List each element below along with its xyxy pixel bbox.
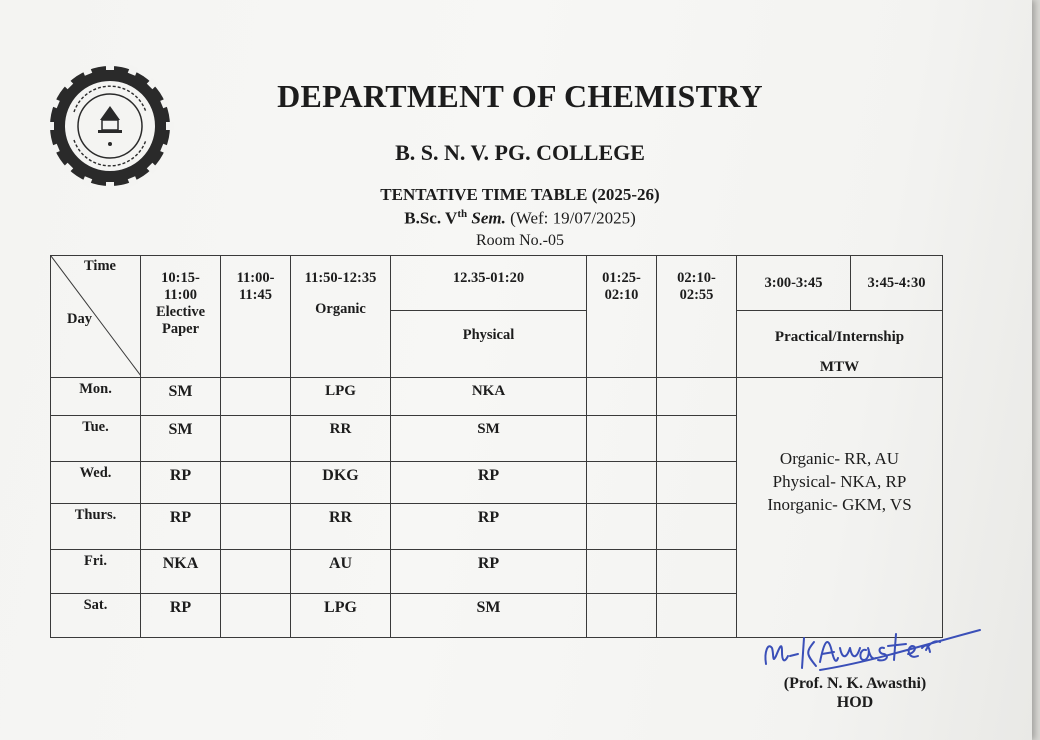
sem-label: Sem.: [471, 208, 506, 228]
practical-days: MTW: [819, 359, 860, 375]
slot-cell: [587, 378, 657, 416]
day-cell: Fri.: [51, 550, 141, 594]
slot-cell: [587, 462, 657, 504]
practical-groups: [737, 378, 943, 638]
corner-time-label: Time: [84, 258, 116, 274]
col-header-1100: 11:00- 11:45: [221, 256, 291, 378]
col-header-1015: 10:15- 11:00 Elective Paper: [141, 256, 221, 378]
slot-cell: [221, 550, 291, 594]
table-row: [51, 378, 943, 416]
college-name: B. S. N. V. PG. COLLEGE: [395, 140, 645, 165]
hod-name: (Prof. N. K. Awasthi): [783, 675, 927, 692]
corner-header: [51, 256, 141, 378]
day-cell: Mon.: [51, 378, 141, 416]
day-cell: Thurs.: [51, 504, 141, 550]
col-1150-subject: Organic: [315, 301, 366, 317]
class-sup: th: [457, 208, 468, 220]
slot-cell: LPG: [291, 378, 391, 416]
col-header-0345: 3:45-4:30: [851, 256, 943, 311]
col-header-1150: [291, 256, 391, 378]
slot-cell: RR: [291, 416, 391, 462]
slot-cell: DKG: [291, 462, 391, 504]
slot-cell: RP: [141, 504, 221, 550]
class-label: B.Sc. V: [404, 208, 458, 228]
slot-cell: [221, 504, 291, 550]
department-title: DEPARTMENT OF CHEMISTRY: [277, 78, 763, 114]
slot-cell: SM: [391, 594, 587, 638]
col-header-0125: 01:25- 02:10: [587, 256, 657, 378]
slot-cell: [657, 378, 737, 416]
slot-cell: AU: [291, 550, 391, 594]
slot-cell: [587, 416, 657, 462]
day-cell: Sat.: [51, 594, 141, 638]
timetable-title: TENTATIVE TIME TABLE (2025-26): [380, 185, 660, 204]
col-header-1235: 12.35-01:20: [391, 256, 587, 311]
practical-group-inorganic: Inorganic- GKM, VS: [767, 495, 912, 514]
day-cell: Wed.: [51, 462, 141, 504]
slot-cell: [657, 462, 737, 504]
slot-cell: NKA: [141, 550, 221, 594]
slot-cell: RR: [291, 504, 391, 550]
slot-cell: [221, 594, 291, 638]
slot-cell: NKA: [391, 378, 587, 416]
wef-date: (Wef: 19/07/2025): [510, 208, 636, 228]
slot-cell: SM: [391, 416, 587, 462]
slot-cell: RP: [391, 462, 587, 504]
timetable: [50, 255, 943, 638]
col-header-0300: 3:00-3:45: [737, 256, 851, 311]
slot-cell: [657, 594, 737, 638]
slot-cell: [657, 504, 737, 550]
practical-header: [737, 311, 943, 378]
slot-cell: RP: [141, 462, 221, 504]
day-cell: Tue.: [51, 416, 141, 462]
hod-role: HOD: [836, 694, 874, 711]
slot-cell: RP: [391, 504, 587, 550]
hod-signature: [760, 612, 990, 684]
slot-cell: [587, 594, 657, 638]
slot-cell: SM: [141, 416, 221, 462]
corner-day-label: Day: [67, 311, 92, 327]
slot-cell: [587, 550, 657, 594]
col-header-0210: 02:10- 02:55: [657, 256, 737, 378]
semester-line: [0, 208, 1040, 229]
slot-cell: RP: [391, 550, 587, 594]
room-number: Room No.-05: [476, 232, 564, 249]
slot-cell: [221, 416, 291, 462]
practical-label: Practical/Internship: [774, 329, 905, 345]
col-1150-time: 11:50-12:35: [304, 270, 377, 286]
slot-cell: [221, 378, 291, 416]
slot-cell: [221, 462, 291, 504]
slot-cell: [587, 504, 657, 550]
practical-group-physical: Physical- NKA, RP: [772, 472, 907, 491]
slot-cell: [657, 416, 737, 462]
slot-cell: SM: [141, 378, 221, 416]
practical-group-organic: Organic- RR, AU: [779, 449, 900, 468]
slot-cell: LPG: [291, 594, 391, 638]
slot-cell: RP: [141, 594, 221, 638]
slot-cell: [657, 550, 737, 594]
col-1235-subject: Physical: [391, 311, 587, 378]
